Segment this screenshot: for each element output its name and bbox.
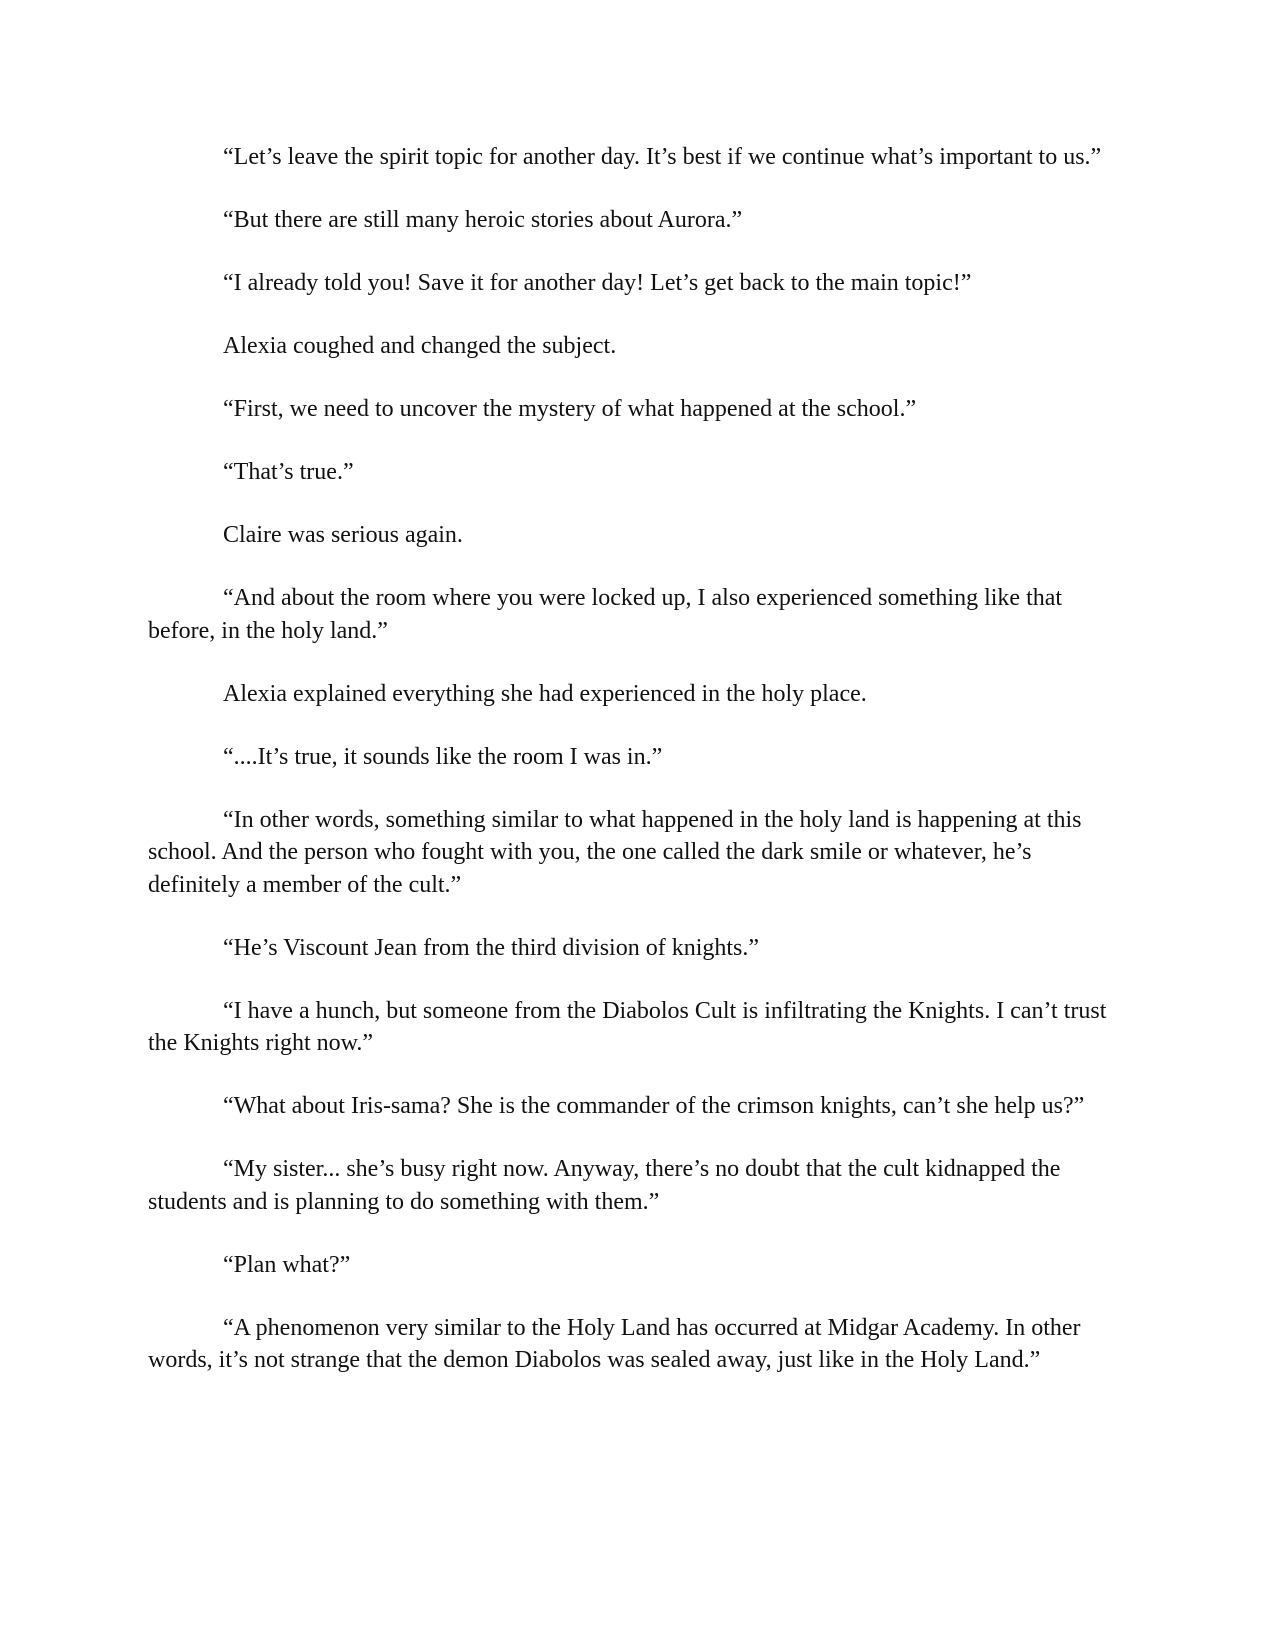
paragraph: “What about Iris-sama? She is the commander of the crimson knights, can’t she help us?” <box>223 1093 1085 1119</box>
paragraph: “And about the room where you were locked up, I also experienced something like that before, in the holy land.” <box>148 585 1063 644</box>
paragraph: “I have a hunch, but someone from the Diabolos Cult is infiltrating the Knights. I can’t trust the Knights right now.” <box>148 997 1107 1056</box>
paragraph: “He’s Viscount Jean from the third division of knights.” <box>223 934 760 961</box>
document-body <box>148 141 1123 1407</box>
paragraph: “I already told you! Save it for another day! Let’s get back to the main topic!” <box>223 270 972 296</box>
paragraph: “My sister... she’s busy right now. Anyway, there’s no doubt that the cult kidnapped the students and is planning to do something with them.” <box>148 1156 1061 1215</box>
paragraph: “First, we need to uncover the mystery of what happened at the school.” <box>223 396 917 422</box>
paragraph: “Let’s leave the spirit topic for another day. It’s best if we continue what’s important to us.” <box>223 144 1102 170</box>
paragraph: “A phenomenon very similar to the Holy Land has occurred at Midgar Academy. In other words, it’s not strange that the demon Diabolos was sealed away, just like in the Holy Land.” <box>148 1314 1081 1373</box>
paragraph: Claire was serious again. <box>223 522 463 548</box>
paragraph: “In other words, something similar to what happened in the holy land is happening at this school. And the person who fought with you, the one called the dark smile or whatever, he’s definitely a member of the cult.” <box>148 806 1082 898</box>
paragraph: “Plan what?” <box>223 1251 351 1278</box>
paragraph: “....It’s true, it sounds like the room I was in.” <box>223 743 663 770</box>
paragraph: Alexia coughed and changed the subject. <box>223 333 617 359</box>
paragraph: “But there are still many heroic stories about Aurora.” <box>223 207 743 233</box>
paragraph: Alexia explained everything she had experienced in the holy place. <box>223 680 867 707</box>
paragraph: “That’s true.” <box>223 459 354 485</box>
